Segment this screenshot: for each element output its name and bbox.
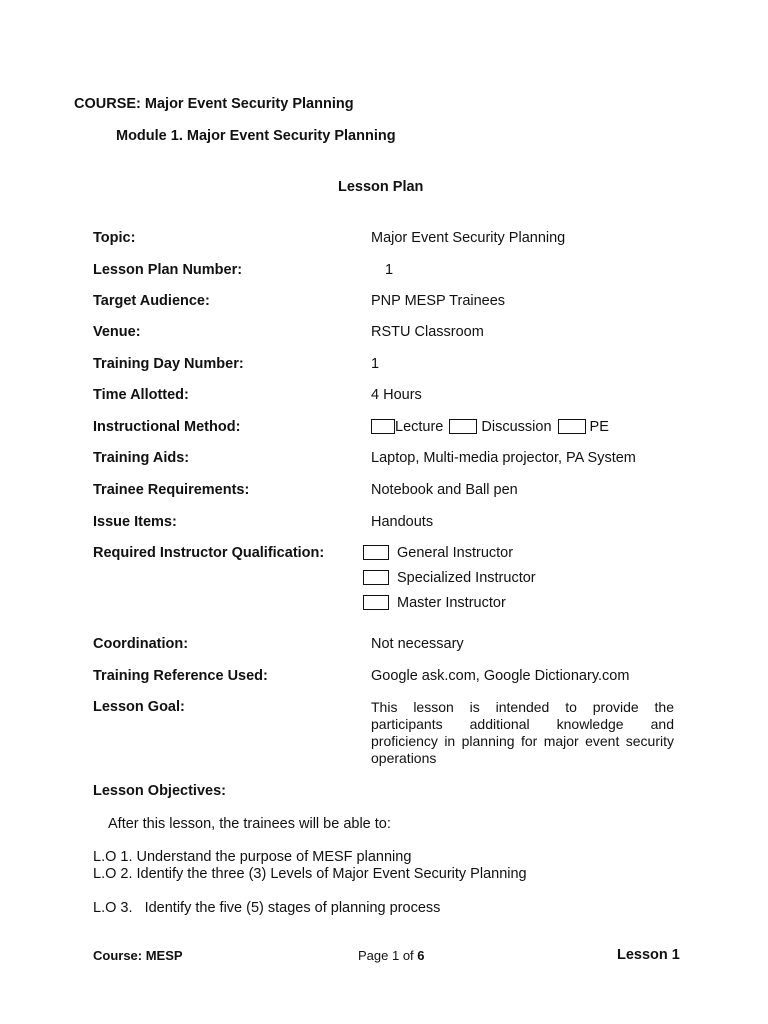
lesson-goal-value: This lesson is intended to provide the participants additional knowledge and proficiency in planning for major event security operations [371,699,674,766]
discussion-option[interactable] [449,419,551,435]
topic-value: Major Event Security Planning [371,230,566,246]
issue-items-label: Issue Items: [93,514,177,530]
discussion-checkbox[interactable] [449,419,477,434]
general-instructor-checkbox[interactable] [363,545,389,560]
specialized-instructor-label: Specialized Instructor [397,570,536,586]
lesson-plan-number-label: Lesson Plan Number: [93,262,243,278]
time-allotted-label: Time Allotted: [93,387,189,403]
training-reference-label: Training Reference Used: [93,668,268,684]
lesson-objectives-heading: Lesson Objectives: [93,783,226,799]
instructional-method-options [371,419,609,435]
footer-page-number [358,948,425,963]
specialized-instructor-checkbox[interactable] [363,570,389,585]
instructor-qualification-label: Required Instructor Qualification: [93,545,325,561]
trainee-requirements-value: Notebook and Ball pen [371,482,518,498]
venue-label: Venue: [93,324,141,340]
coordination-label: Coordination: [93,636,189,652]
general-instructor-label: General Instructor [397,545,514,561]
target-audience-value: PNP MESP Trainees [371,293,506,309]
target-audience-label: Target Audience: [93,293,210,309]
general-instructor-option[interactable] [363,545,513,561]
training-aids-label: Training Aids: [93,450,190,466]
footer-page-prefix: Page 1 of [358,948,418,963]
objectives-intro: After this lesson, the trainees will be able to: [108,816,391,832]
pe-label: PE [589,419,609,435]
trainee-requirements-label: Trainee Requirements: [93,482,250,498]
lesson-goal-label: Lesson Goal: [93,699,185,715]
course-title: COURSE: Major Event Security Planning [74,96,354,112]
objective-item: L.O 3. Identify the five (5) stages of planning process [93,900,441,916]
specialized-instructor-option[interactable] [363,570,536,586]
module-title: Module 1. Major Event Security Planning [116,128,396,144]
master-instructor-checkbox[interactable] [363,595,389,610]
pe-checkbox[interactable] [558,419,586,434]
document-title: Lesson Plan [338,179,424,195]
training-reference-value: Google ask.com, Google Dictionary.com [371,668,630,684]
instructional-method-label: Instructional Method: [93,419,241,435]
master-instructor-option[interactable] [363,595,506,611]
lecture-label: Lecture [395,419,444,435]
footer-page-total: 6 [417,948,425,963]
objective-item: L.O 2. Identify the three (3) Levels of Major Event Security Planning [93,866,527,882]
lecture-option[interactable] [371,419,443,435]
master-instructor-label: Master Instructor [397,595,506,611]
issue-items-value: Handouts [371,514,434,530]
footer-course: Course: MESP [93,948,183,963]
footer-lesson: Lesson 1 [617,947,680,963]
training-day-number-label: Training Day Number: [93,356,244,372]
pe-option[interactable] [558,419,609,435]
venue-value: RSTU Classroom [371,324,484,340]
discussion-label: Discussion [481,419,552,435]
objective-item: L.O 1. Understand the purpose of MESF planning [93,849,412,865]
training-day-number-value: 1 [371,356,380,372]
lecture-checkbox[interactable] [371,419,395,434]
training-aids-value: Laptop, Multi-media projector, PA System [371,450,636,466]
coordination-value: Not necessary [371,636,464,652]
lesson-plan-number-value: 1 [385,262,394,278]
time-allotted-value: 4 Hours [371,387,422,403]
topic-label: Topic: [93,230,136,246]
